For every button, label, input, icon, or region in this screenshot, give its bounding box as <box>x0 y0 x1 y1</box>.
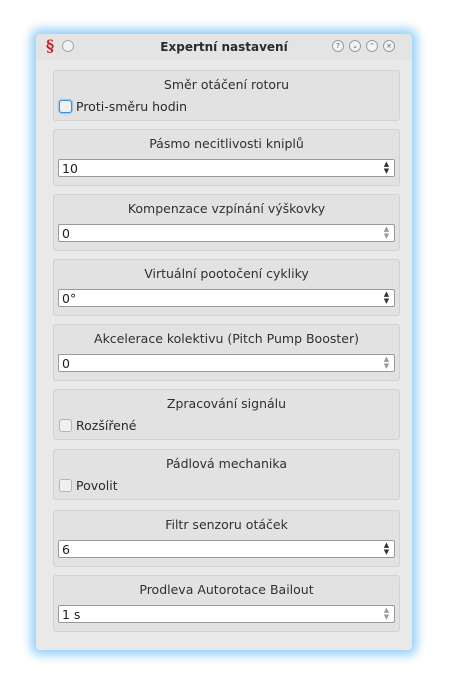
bailout-delay-label: Prodleva Autorotace Bailout <box>139 582 314 597</box>
rotor-direction-group <box>53 70 400 121</box>
window-title: Expertní nastavení <box>160 40 288 54</box>
paddle-mechanics-group <box>53 449 400 500</box>
expert-settings-window <box>36 34 412 650</box>
signal-processing-label: Zpracování signálu <box>166 396 287 411</box>
minimize-icon[interactable]: ⌄ <box>349 40 361 52</box>
stick-deadband-spinbox[interactable] <box>58 159 395 177</box>
virtual-rotation-value: 0° <box>62 291 77 306</box>
rotor-direction-label: Směr otáčení rotoru <box>163 77 290 92</box>
spin-arrows-icon[interactable]: ▲ ▼ <box>383 355 390 370</box>
help-icon[interactable]: ? <box>332 40 344 52</box>
elevator-compensation-value: 0 <box>62 226 70 241</box>
rpm-filter-group <box>53 510 400 567</box>
paddle-mechanics-label: Pádlová mechanika <box>165 456 288 471</box>
app-logo-icon: § <box>45 36 55 55</box>
pitch-pump-label: Akcelerace kolektivu (Pitch Pump Booster) <box>94 331 359 346</box>
counter-clockwise-label[interactable]: Proti-směru hodin <box>76 99 188 114</box>
virtual-rotation-group <box>53 259 400 316</box>
signal-processing-group <box>53 389 400 440</box>
rpm-filter-spinbox[interactable] <box>58 540 395 558</box>
virtual-rotation-label: Virtuální pootočení cykliky <box>144 266 309 281</box>
pitch-pump-group <box>53 324 400 381</box>
stick-deadband-label: Pásmo necitlivosti kniplů <box>149 136 304 151</box>
spin-arrows-icon[interactable]: ▲ ▼ <box>383 160 390 175</box>
stick-deadband-group <box>53 129 400 186</box>
pitch-pump-value: 0 <box>62 356 70 371</box>
bailout-delay-spinbox[interactable] <box>58 605 395 623</box>
close-icon[interactable]: × <box>383 40 395 52</box>
elevator-compensation-spinbox[interactable] <box>58 224 395 242</box>
pitch-pump-spinbox[interactable] <box>58 354 395 372</box>
bailout-delay-value: 1 s <box>62 607 81 622</box>
virtual-rotation-spinbox[interactable] <box>58 289 395 307</box>
stick-deadband-value: 10 <box>62 161 78 176</box>
extended-label[interactable]: Rozšířené <box>76 418 137 433</box>
enable-checkbox[interactable] <box>59 479 72 492</box>
extended-checkbox[interactable] <box>59 419 72 432</box>
title-bar[interactable] <box>36 34 412 60</box>
enable-label[interactable]: Povolit <box>76 478 118 493</box>
bailout-delay-group <box>53 575 400 632</box>
spin-arrows-icon[interactable]: ▲ ▼ <box>383 541 390 556</box>
rpm-filter-value: 6 <box>62 542 70 557</box>
spin-arrows-icon[interactable]: ▲ ▼ <box>383 225 390 240</box>
maximize-icon[interactable]: ⌃ <box>366 40 378 52</box>
elevator-compensation-label: Kompenzace vzpínání výškovky <box>127 201 326 216</box>
spin-arrows-icon[interactable]: ▲ ▼ <box>383 290 390 305</box>
counter-clockwise-checkbox[interactable] <box>59 100 72 113</box>
rpm-filter-label: Filtr senzoru otáček <box>165 517 288 532</box>
spin-arrows-icon[interactable]: ▲ ▼ <box>383 606 390 621</box>
elevator-compensation-group <box>53 194 400 251</box>
